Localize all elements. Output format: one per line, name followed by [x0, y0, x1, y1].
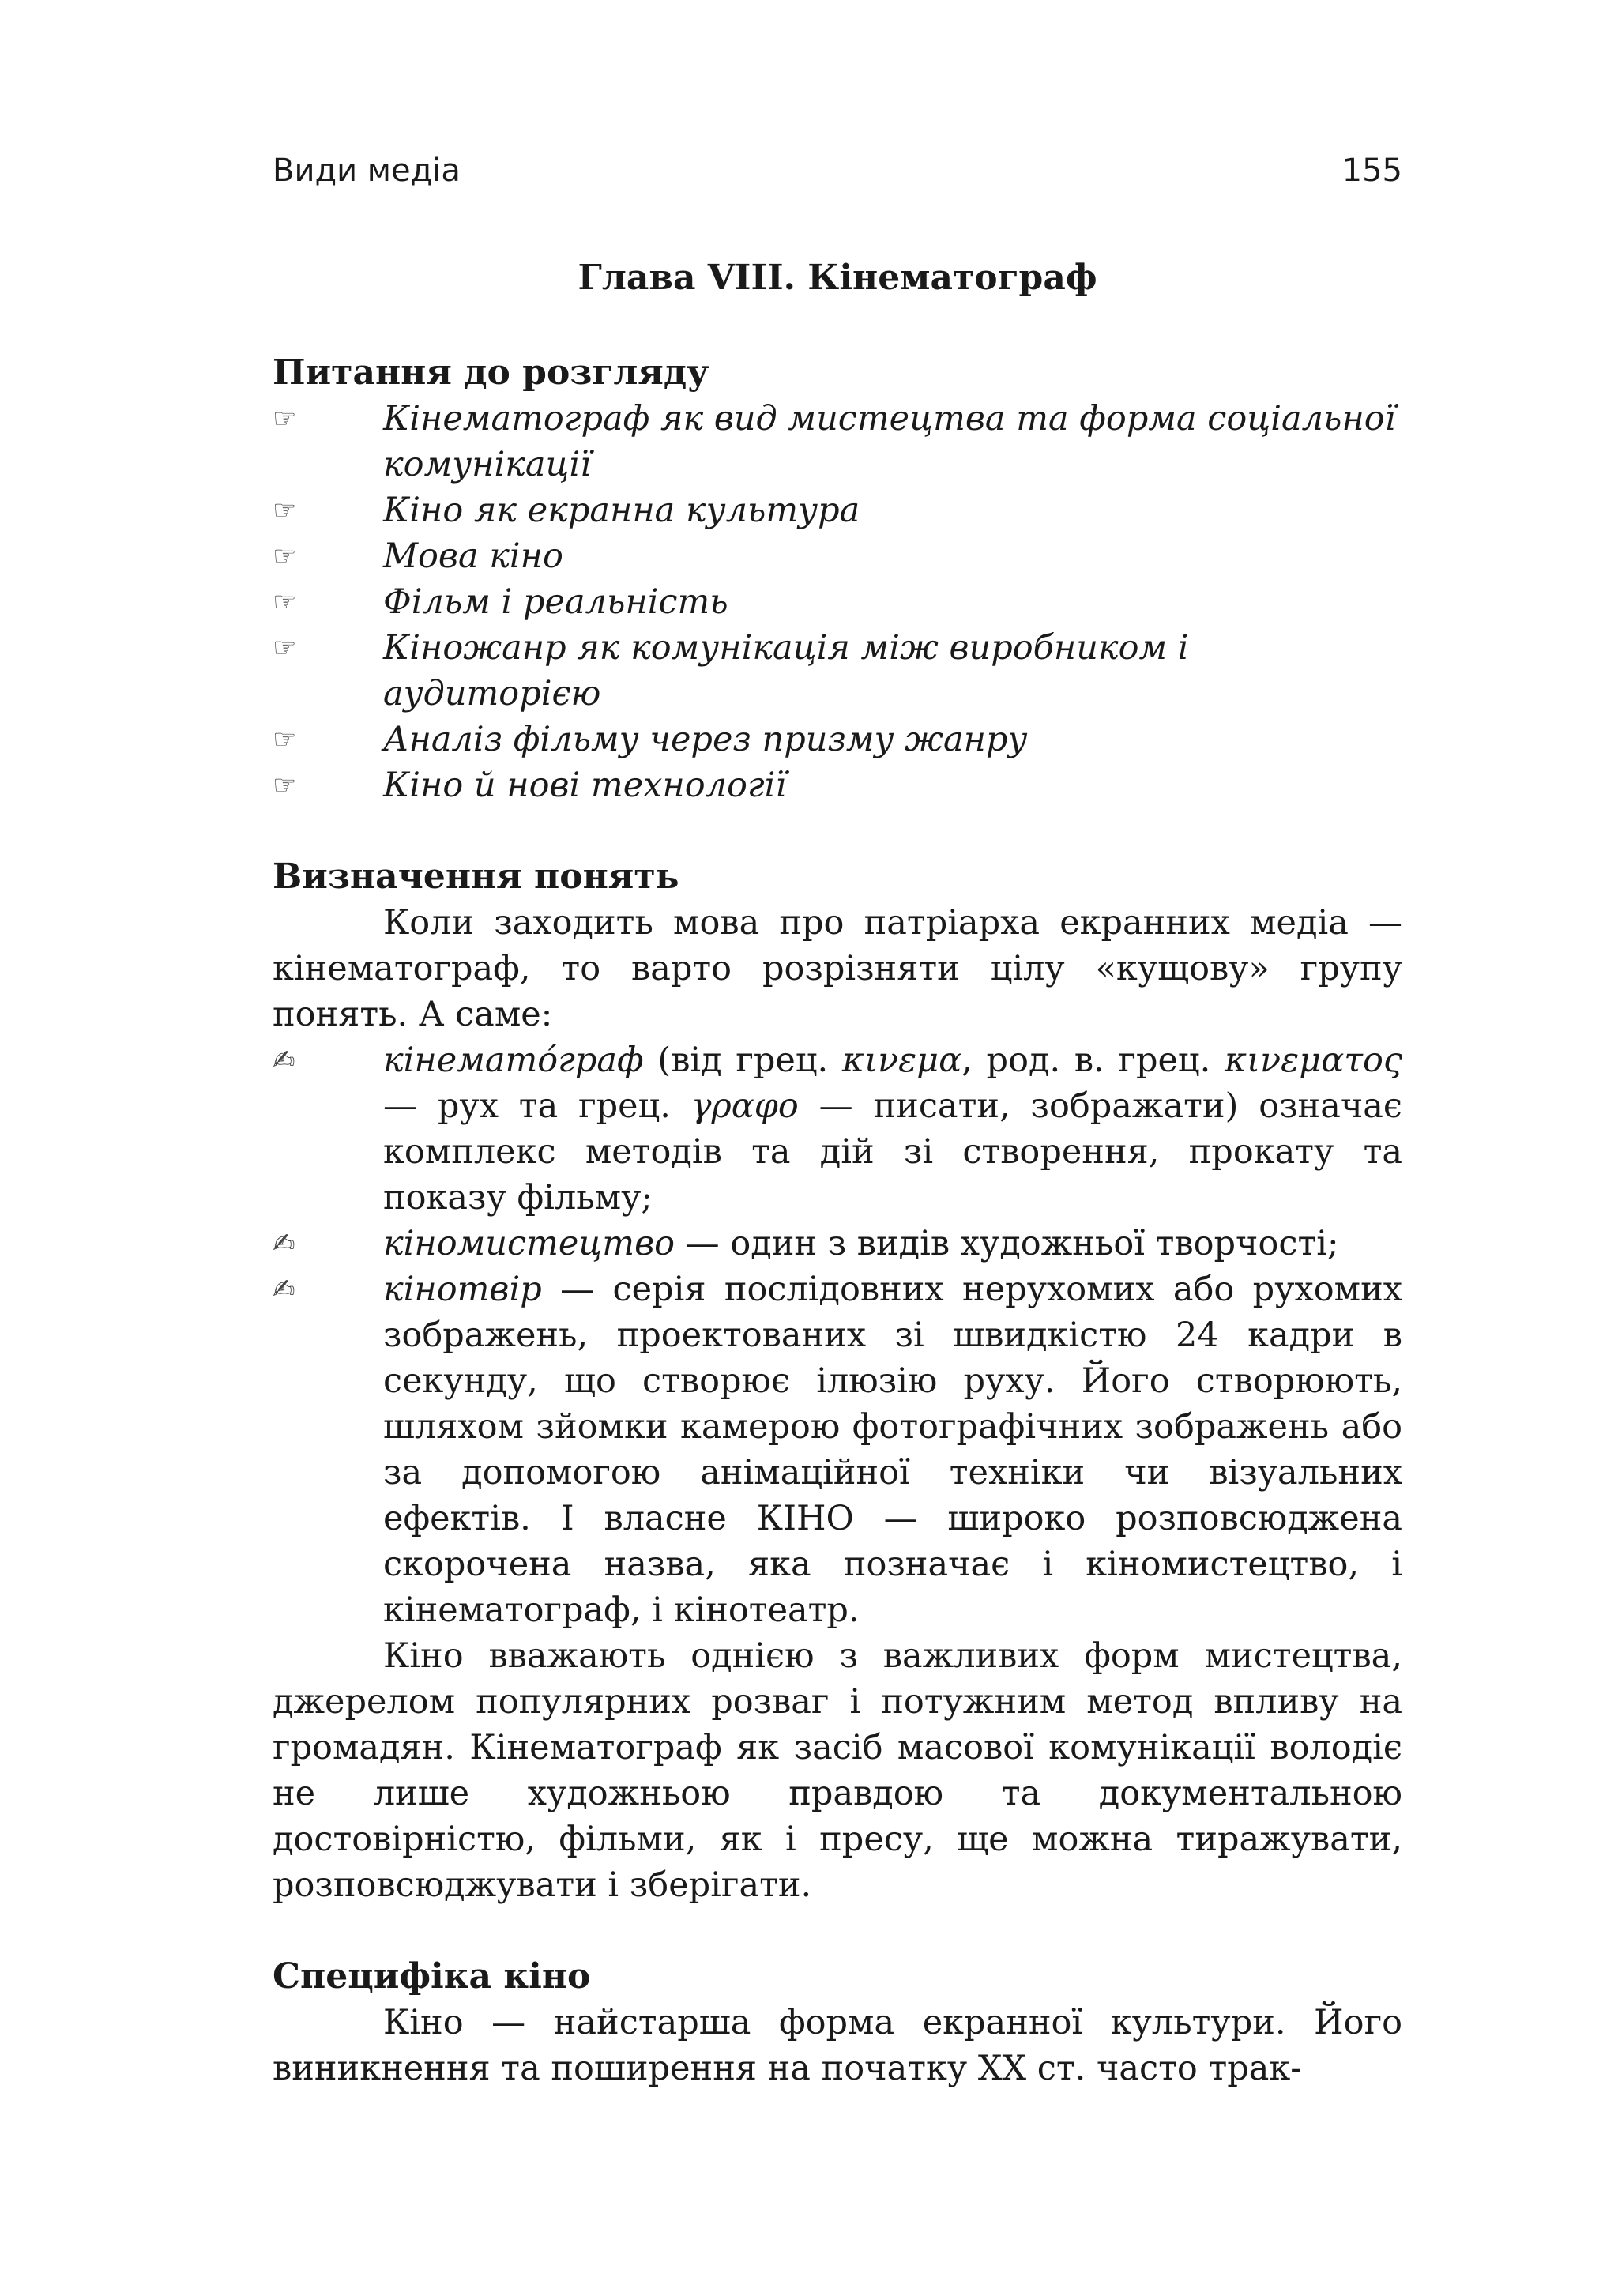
list-item: ☞ Аналіз фільму через призму жанру	[273, 717, 1402, 762]
term: кіномистецтво	[383, 1224, 675, 1263]
pointing-hand-icon: ☞	[273, 770, 297, 801]
term: кінотвір	[383, 1270, 542, 1309]
list-item: ✍ кінотвір — серія послідовних нерухомих або рухомих зображень, проектованих зі швидкістю 24 кадри в секунду, що створює ілюзію руху. Його створюють, шляхом зйомки камерою фотографічних зображень або за допомогою анімаційної техніки чи візуальних ефектів. І власне КІНО — широко розповсюджена скорочена назва, яка позначає і кіномистецтво, і кінематограф, і кінотеатр.	[273, 1267, 1402, 1633]
list-item: ☞ Кіножанр як комунікація між виробником і аудиторією	[273, 625, 1402, 717]
questions-heading: Питання до розгляду	[273, 352, 709, 393]
definitions-intro: Коли заходить мова про патріарха екранних медіа — кінематограф, то варто розрізняти цілу «кущову» групу понять. А саме:	[273, 903, 1402, 1034]
list-item: ✍ кіномистецтво — один з видів художньої творчості;	[273, 1221, 1402, 1267]
pointing-hand-icon: ☞	[273, 724, 297, 755]
writing-hand-icon: ✍	[273, 1274, 295, 1305]
pointing-hand-icon: ☞	[273, 540, 297, 572]
term: кінемато́граф	[383, 1041, 644, 1080]
pointing-hand-icon: ☞	[273, 632, 297, 664]
definitions-list	[273, 1037, 1402, 1633]
writing-hand-icon: ✍	[273, 1044, 295, 1076]
body-text	[273, 350, 1402, 2091]
specifics-paragraph: Кіно — найстарша форма екранної культури. Його виникнення та поширення на початку XX ст. часто трак-	[273, 2003, 1402, 2088]
list-item: ☞ Кінематограф як вид мистецтва та форма соціальної комунікації	[273, 396, 1402, 487]
page-number: 155	[1341, 152, 1402, 189]
pointing-hand-icon: ☞	[273, 403, 297, 435]
list-item: ✍ кінемато́граф (від грец. κινεμα, род. в. грец. κινεματος — рух та грец. γραφο — писати, зображати) означає комплекс методів та дій зі створення, прокату та показу фільму;	[273, 1037, 1402, 1221]
pointing-hand-icon: ☞	[273, 586, 297, 618]
specifics-heading: Специфіка кіно	[273, 1956, 591, 1997]
chapter-title: Глава VIII. Кінематограф	[578, 258, 1097, 298]
questions-list	[273, 396, 1402, 808]
running-head-section: Види медіа	[273, 152, 461, 189]
pointing-hand-icon: ☞	[273, 495, 297, 526]
definitions-heading: Визначення понять	[273, 856, 679, 897]
list-item: ☞ Мова кіно	[273, 533, 1402, 579]
writing-hand-icon: ✍	[273, 1228, 295, 1259]
list-item: ☞ Кіно як екранна культура	[273, 487, 1402, 533]
list-item: ☞ Кіно й нові технології	[273, 762, 1402, 808]
list-item: ☞ Фільм і реальність	[273, 579, 1402, 625]
definitions-paragraph: Кіно вважають однією з важливих форм мистецтва, джерелом популярних розваг і потужним метод впливу на громадян. Кінематограф як засіб масової комунікації володіє не лише художньою правдою та документальною достовірністю, фільми, як і пресу, ще можна тиражувати, розповсюджувати і зберігати.	[273, 1636, 1402, 1905]
running-head	[273, 147, 1402, 194]
